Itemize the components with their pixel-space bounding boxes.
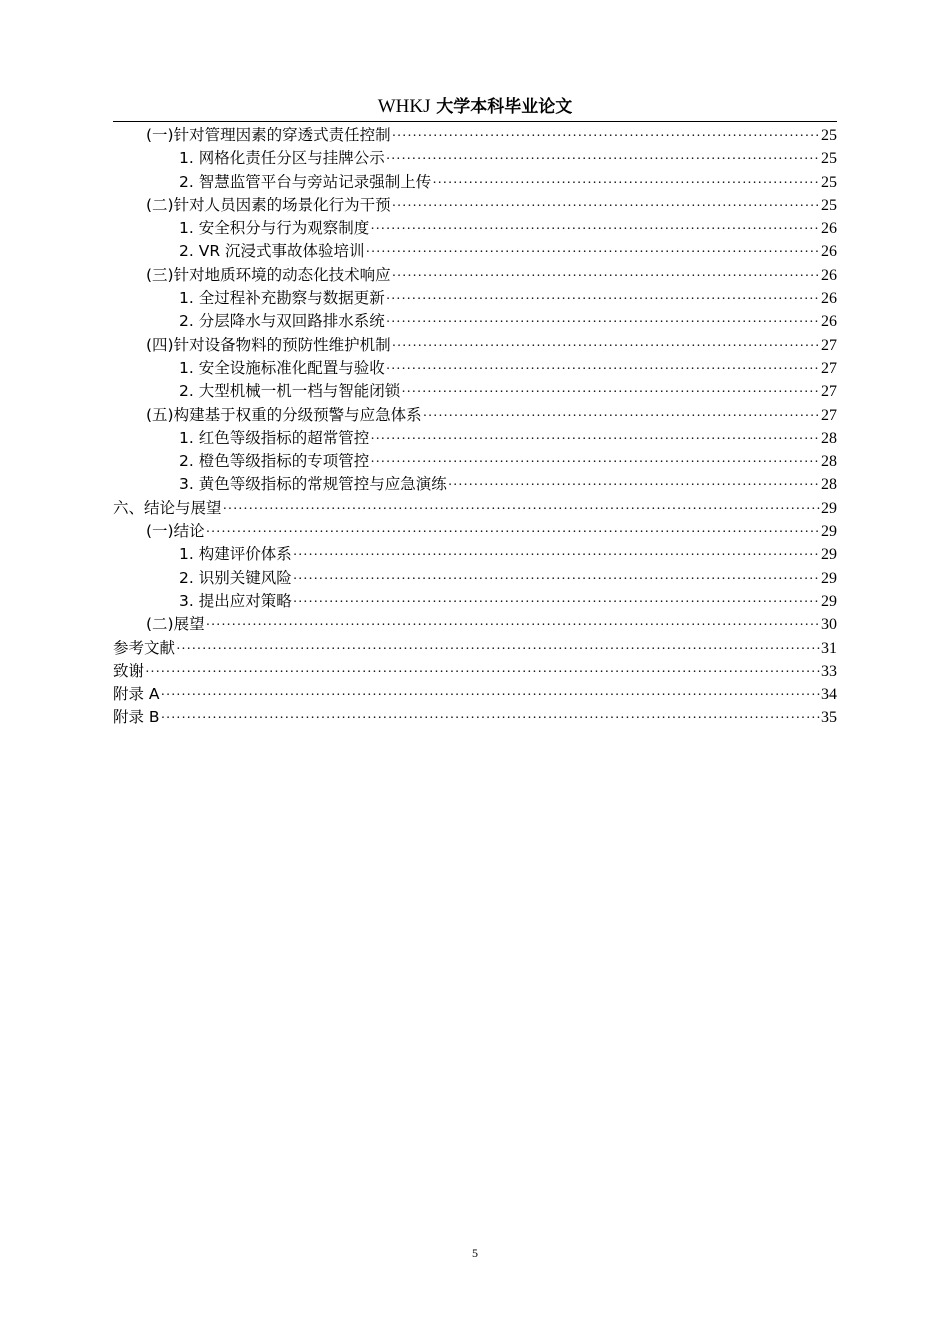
toc-dot-leader [386,148,820,171]
toc-entry[interactable] [113,380,837,403]
toc-entry-title: 1. 全过程补充勘察与数据更新 [179,289,385,308]
toc-entry-page-number: 26 [821,220,837,238]
toc-entry-title: 1. 红色等级指标的超常管控 [179,428,370,447]
toc-entry-title: 六、结论与展望 [113,498,222,517]
toc-dot-leader [386,288,820,311]
toc-entry-page-number: 25 [821,173,837,191]
toc-entry[interactable] [113,450,837,473]
toc-entry-title: 参考文献 [113,638,176,657]
toc-entry[interactable] [113,217,837,240]
toc-entry-page-number: 27 [821,359,837,377]
toc-entry-title: 2. 智慧监管平台与旁站记录强制上传 [179,172,432,191]
toc-entry[interactable] [113,590,837,613]
toc-entry-title: (二)针对人员因素的场景化行为干预 [146,195,391,214]
toc-entry-page-number: 29 [821,592,837,610]
toc-entry-page-number: 27 [821,383,837,401]
toc-entry[interactable] [113,264,837,287]
toc-entry[interactable] [113,637,837,660]
toc-dot-leader [206,521,820,544]
toc-entry-page-number: 30 [821,616,837,634]
toc-entry-page-number: 25 [821,127,837,144]
toc-entry-title: 2. 橙色等级指标的专项管控 [179,452,370,471]
toc-entry[interactable] [113,567,837,590]
toc-entry-page-number: 26 [821,266,837,284]
toc-entry[interactable] [113,497,837,520]
toc-entry[interactable] [113,287,837,310]
toc-dot-leader [176,638,820,661]
toc-entry-title: 3. 黄色等级指标的常规管控与应急演练 [179,475,447,494]
header-title-text: 大学本科毕业论文 [436,97,573,117]
toc-entry-page-number: 25 [821,150,837,168]
header-latin-text: WHKJ [377,96,431,117]
toc-entry[interactable] [113,660,837,683]
toc-entry-title: 附录 A [113,685,160,704]
toc-dot-leader [293,568,820,591]
toc-dot-leader [206,614,820,637]
toc-entry[interactable] [113,613,837,636]
toc-entry-page-number: 31 [821,639,837,657]
toc-entry[interactable] [113,310,837,333]
toc-entry-page-number: 27 [821,406,837,424]
toc-dot-leader [392,335,820,358]
toc-entry-page-number: 29 [821,499,837,517]
toc-entry-title: 1. 安全积分与行为观察制度 [179,219,370,238]
toc-entry-title: 2. 识别关键风险 [179,568,292,587]
toc-entry-page-number: 29 [821,546,837,564]
toc-dot-leader [386,358,820,381]
toc-entry-title: 1. 构建评价体系 [179,545,292,564]
toc-entry-title: (二)展望 [146,615,205,634]
toc-entry-page-number: 26 [821,290,837,308]
toc-entry-title: 2. 大型机械一机一档与智能闭锁 [179,382,401,401]
toc-entry[interactable] [113,147,837,170]
toc-dot-leader [386,311,820,334]
toc-dot-leader [370,218,820,241]
toc-dot-leader [392,195,820,218]
toc-dot-leader [392,125,820,148]
toc-entry-title: 1. 安全设施标准化配置与验收 [179,358,385,377]
table-of-contents [113,124,837,730]
toc-dot-leader [223,498,820,521]
toc-entry-page-number: 28 [821,453,837,471]
toc-dot-leader [392,265,820,288]
toc-entry[interactable] [113,171,837,194]
toc-dot-leader [401,381,820,404]
toc-entry[interactable] [113,404,837,427]
toc-entry[interactable] [113,543,837,566]
toc-dot-leader [366,241,820,264]
toc-entry-page-number: 26 [821,313,837,331]
toc-entry-page-number: 34 [821,686,837,704]
toc-entry-page-number: 28 [821,429,837,447]
toc-dot-leader [293,544,820,567]
toc-entry-page-number: 29 [821,569,837,587]
toc-entry[interactable] [113,683,837,706]
toc-entry-title: 3. 提出应对策略 [179,591,292,610]
toc-entry-page-number: 28 [821,476,837,494]
toc-entry-title: 附录 B [113,708,160,727]
toc-entry[interactable] [113,706,837,729]
toc-entry-title: (一)结论 [146,522,205,541]
toc-dot-leader [161,707,820,730]
toc-entry[interactable] [113,124,837,147]
toc-dot-leader [161,684,820,707]
toc-entry-page-number: 27 [821,336,837,354]
toc-entry-title: 2. 分层降水与双回路排水系统 [179,312,385,331]
toc-entry-title: (一)针对管理因素的穿透式责任控制 [146,126,391,144]
toc-entry-page-number: 33 [821,662,837,680]
toc-entry[interactable] [113,194,837,217]
toc-entry[interactable] [113,357,837,380]
toc-dot-leader [370,451,820,474]
toc-dot-leader [448,474,820,497]
toc-entry[interactable] [113,334,837,357]
toc-dot-leader [432,172,820,195]
toc-entry-title: 1. 网格化责任分区与挂牌公示 [179,149,385,168]
toc-entry-title: 致谢 [113,661,145,680]
page-number: 5 [472,1246,478,1260]
toc-dot-leader [370,428,820,451]
toc-entry-page-number: 29 [821,523,837,541]
toc-entry-page-number: 25 [821,196,837,214]
toc-entry-title: (三)针对地质环境的动态化技术响应 [146,265,391,284]
toc-dot-leader [145,661,820,684]
toc-entry-page-number: 35 [821,709,837,727]
toc-entry-title: (四)针对设备物料的预防性维护机制 [146,335,391,354]
toc-entry[interactable] [113,240,837,263]
page-header [113,95,837,122]
toc-dot-leader [423,405,820,428]
toc-entry-page-number: 26 [821,243,837,261]
toc-entry-title: 2. VR 沉浸式事故体验培训 [179,242,365,261]
toc-entry[interactable] [113,473,837,496]
toc-entry[interactable] [113,520,837,543]
toc-entry[interactable] [113,427,837,450]
toc-entry-title: (五)构建基于权重的分级预警与应急体系 [146,405,422,424]
toc-dot-leader [293,591,820,614]
